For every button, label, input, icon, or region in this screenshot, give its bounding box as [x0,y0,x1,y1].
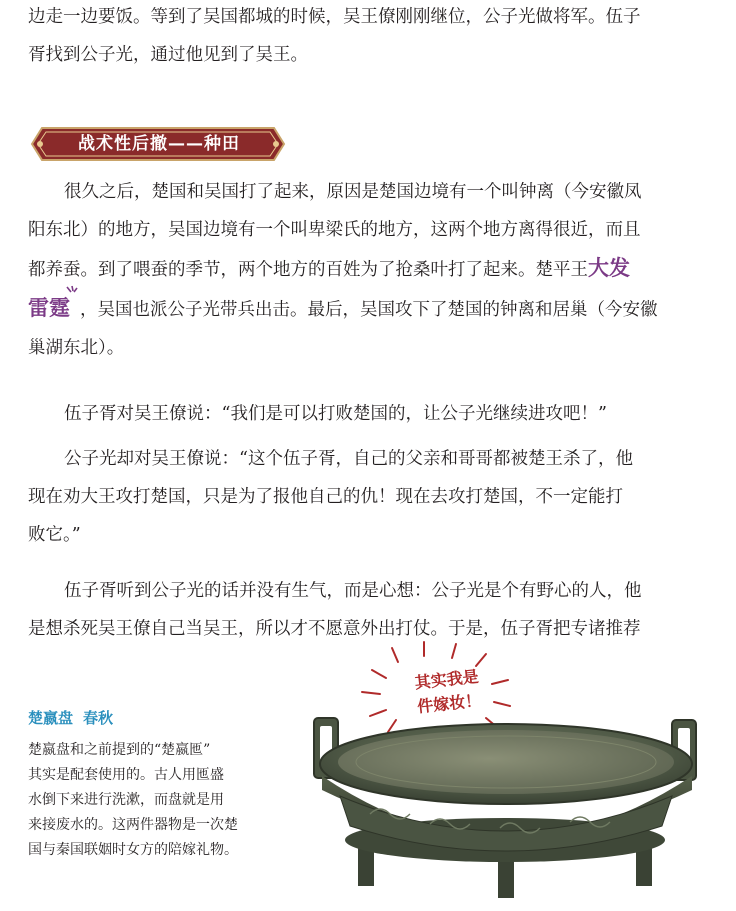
para1-line-1: 很久之后，楚国和吴国打了起来，原因是楚国边境有一个叫钟离（今安徽凤 [64,182,642,202]
paragraph-2 [28,395,692,433]
intro-line-2: 胥找到公子光，通过他见到了吴王。 [28,45,308,65]
callout-line-2: 件嫁妆！ [416,690,483,717]
para1-line-3-text: 都养蚕。到了喂蚕的季节，两个地方的百姓为了抢桑叶打了起来。楚平王 [28,260,588,280]
artifact-period: 春秋 [83,709,114,727]
spark-icon [64,285,80,301]
para1-line-4 [28,289,692,329]
paragraph-4 [28,572,692,648]
para4-line-2: 是想杀死吴王僚自己当吴王，所以才不愿意外出打仗。于是，伍子胥把专诸推荐 [28,619,641,639]
para4-line-1: 伍子胥听到公子光的话并没有生气，而是心想：公子光是个有野心的人，他 [64,581,642,601]
intro-line-1: 边走一边要饭。等到了吴国都城的时候，吴王僚刚刚继位，公子光做将军。伍子 [28,7,641,27]
paragraph-1 [28,173,692,367]
callout-line-1: 其实我是 [413,666,480,693]
artifact-name: 楚嬴盘 [28,709,74,727]
caption-line-2: 其实是配套使用的。古人用匜盛 [28,767,224,783]
caption-line-5: 国与秦国联姻时女方的陪嫁礼物。 [28,842,238,858]
caption-line-1: 楚嬴盘和之前提到的“楚嬴匜” [28,742,211,758]
para3-line-3: 败它。” [28,525,81,545]
para2-line-1: 伍子胥对吴王僚说：“我们是可以打败楚国的，让公子光继续进攻吧！” [64,404,607,424]
para3-line-1: 公子光却对吴王僚说：“这个伍子胥，自己的父亲和哥哥都被楚王杀了，他 [64,449,633,469]
section-title: 战术性后撤——种田 [78,134,240,154]
para1-line-4-text: ，吴国也派公子光带兵出击。最后，吴国攻下了楚国的钟离和居巢（今安徽 [80,300,658,320]
caption-line-4: 来接废水的。这两件器物是一次楚 [28,817,238,833]
bronze-plate-image [300,690,720,905]
caption-title [28,707,113,729]
emphasis-word-b: 雷霆 [28,296,70,320]
paragraph-3 [28,440,692,554]
para1-line-3 [28,249,692,289]
section-banner [28,124,288,164]
para1-line-2: 阳东北）的地方，吴国边境有一个叫卑梁氏的地方，这两个地方离得很近，而且 [28,220,641,240]
caption-body [28,738,298,863]
para3-line-2: 现在劝大王攻打楚国，只是为了报他自己的仇！现在去攻打楚国，不一定能打 [28,487,623,507]
intro-paragraph [28,0,692,74]
emphasis-word-a: 大发 [588,256,630,280]
caption-line-3: 水倒下来进行洗漱，而盘就是用 [28,792,224,808]
para1-line-5: 巢湖东北）。 [28,338,125,358]
